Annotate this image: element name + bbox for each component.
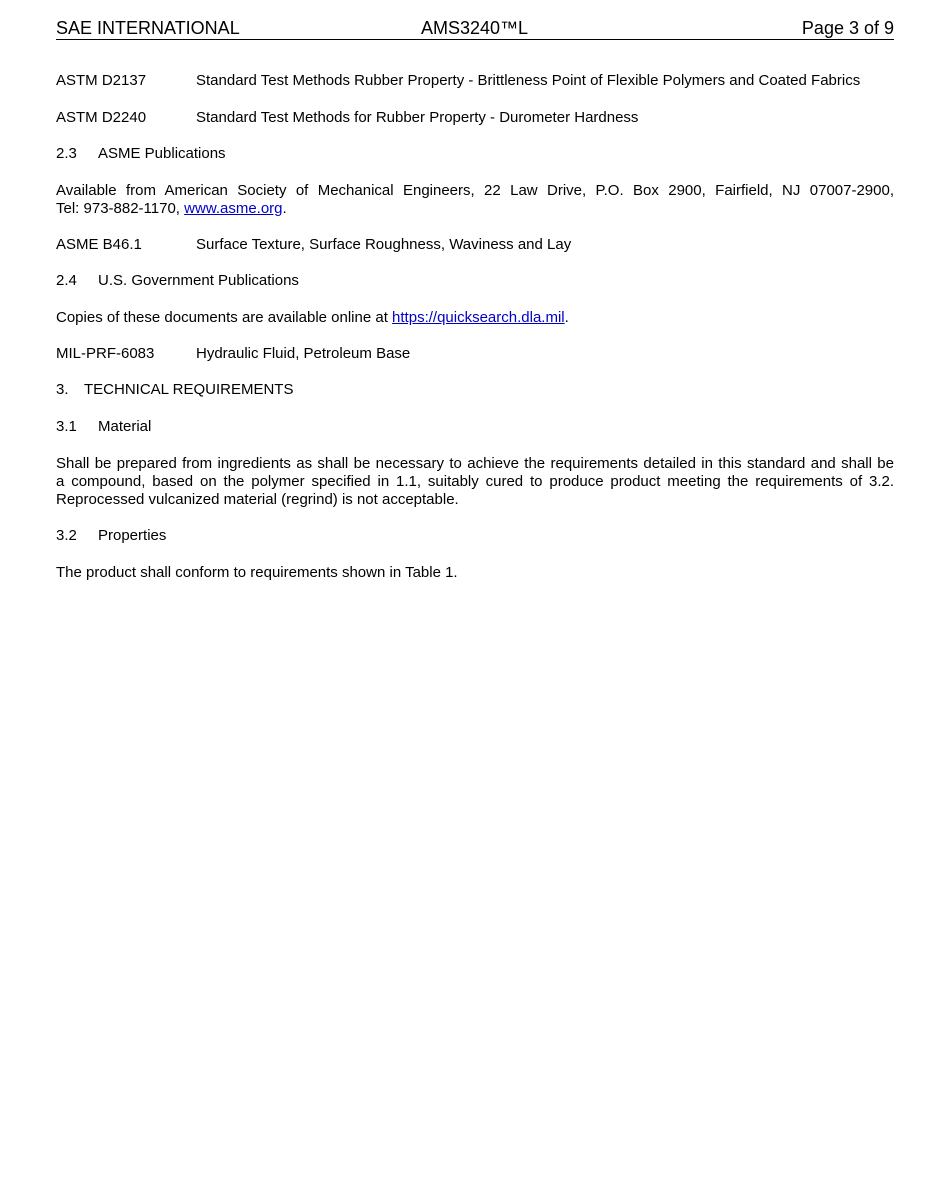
asme-availability-paragraph [56, 182, 894, 218]
quicksearch-link[interactable]: https://quicksearch.dla.mil [392, 309, 565, 326]
reference-title: Surface Texture, Surface Roughness, Waviness and Lay [196, 236, 572, 253]
reference-code: MIL-PRF-6083 [56, 345, 155, 362]
paragraph-line: Reprocessed vulcanized material (regrind) is not acceptable. [56, 491, 459, 508]
section-number: 3. [56, 381, 69, 398]
section-number: 2.4 [56, 272, 77, 289]
section-title: Material [98, 418, 152, 435]
section-number: 3.1 [56, 418, 77, 435]
reference-code: ASME B46.1 [56, 236, 142, 253]
reference-code: ASTM D2137 [56, 72, 147, 89]
copies-text: Copies of these documents are available online at [56, 309, 393, 326]
paragraph-line [56, 200, 894, 218]
reference-code: ASTM D2240 [56, 109, 147, 126]
paragraph-line: Shall be prepared from ingredients as shall be necessary to achieve the requirements detailed in this standard and shall be [56, 455, 894, 472]
dla-availability-paragraph [56, 309, 569, 327]
section-title: ASME Publications [98, 145, 226, 162]
paragraph-line: Available from American Society of Mechanical Engineers, 22 Law Drive, P.O. Box 2900, Fairfield, NJ 07007-2900, [56, 182, 894, 199]
paragraph-line: a compound, based on the polymer specified in 1.1, suitably cured to produce product meeting the requirements of 3.2. [56, 473, 894, 490]
asme-website-link[interactable]: www.asme.org [184, 200, 283, 217]
punctuation: . [282, 200, 287, 217]
section-title: U.S. Government Publications [98, 272, 299, 289]
page-header [56, 17, 894, 40]
reference-title: Hydraulic Fluid, Petroleum Base [196, 345, 411, 362]
properties-paragraph: The product shall conform to requirements shown in Table 1. [56, 564, 458, 581]
reference-title: Standard Test Methods Rubber Property - Brittleness Point of Flexible Polymers and Coated Fabrics [196, 72, 861, 89]
header-organization: SAE INTERNATIONAL [56, 18, 240, 38]
section-title: Properties [98, 527, 167, 544]
punctuation: . [564, 309, 569, 326]
header-page-number: Page 3 of 9 [801, 18, 894, 38]
tel-text: Tel: 973-882-1170, [56, 200, 185, 217]
section-title: TECHNICAL REQUIREMENTS [84, 381, 294, 398]
section-number: 2.3 [56, 145, 77, 162]
reference-title: Standard Test Methods for Rubber Property - Durometer Hardness [196, 109, 639, 126]
section-number: 3.2 [56, 527, 77, 544]
header-document-id: AMS3240™L [421, 18, 529, 38]
material-paragraph [56, 455, 894, 509]
